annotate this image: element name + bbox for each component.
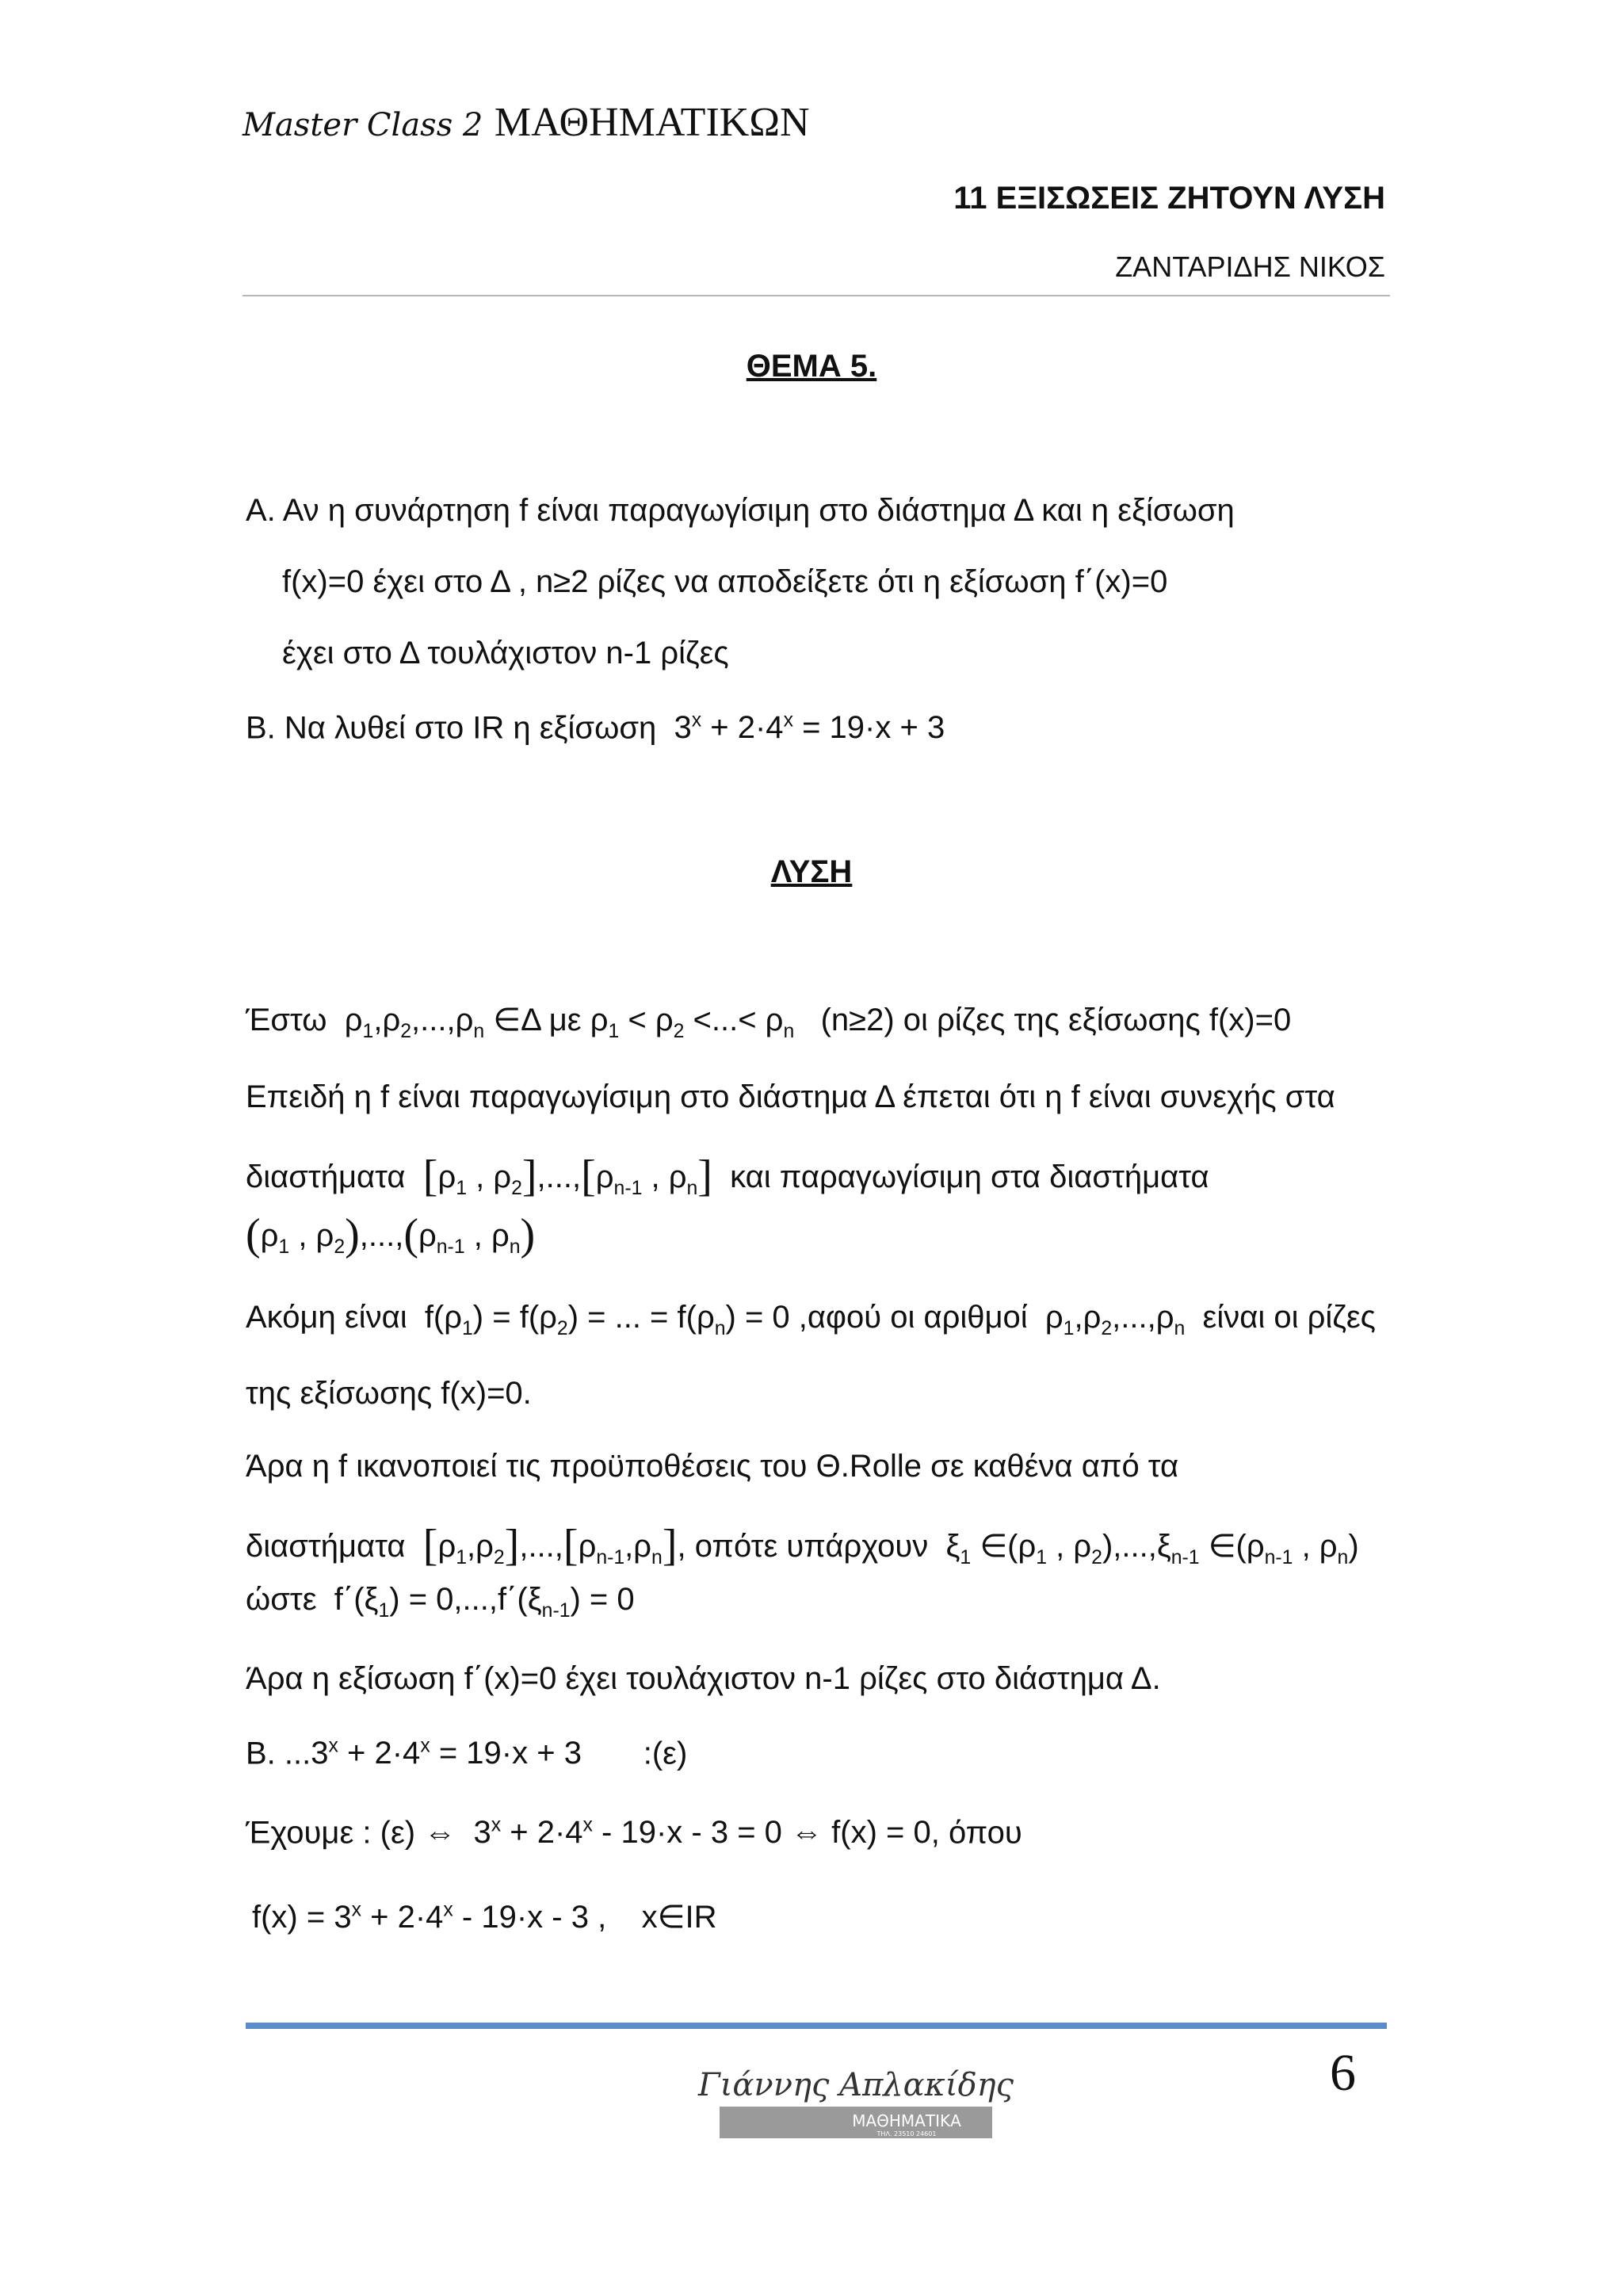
- rolle-intervals: $[\rho_1,\rho_2],...,[\rho_{n-1},\rho_n]$: [422, 1521, 678, 1570]
- solution-line-7: Άρα η f ικανοποιεί τις προϋποθέσεις του Θ.Rolle σε καθένα από τα: [246, 1449, 1179, 1484]
- problem-b-equation: $3^x + 2\cdot 4^x = 19\cdot x + 3$: [674, 710, 945, 746]
- footer-divider: [246, 2023, 1387, 2029]
- header-divider: [242, 295, 1390, 296]
- topic-title: ΘΕΜΑ 5.: [746, 349, 877, 384]
- solution-line-8-mid: , οπότε υπάρχουν: [677, 1529, 929, 1564]
- xi-points: $\xi_1$ $\in(\rho_1$ , $\rho_2),...,\xi_{n-1}$ $\in(\rho_{n-1}$ , $\rho_n$): [945, 1529, 1359, 1568]
- solution-line-11: [246, 1736, 687, 1771]
- open-intervals: ($\rho_1$ , $\rho_2),...,(\rho_{n-1}$ , $\rho_n$): [246, 1210, 536, 1259]
- roots-set: $\rho_1,\rho_2,...,\rho_n$ ∈Δ με $\rho_1 < \rho_2$ <...< $\rho_n$: [344, 1003, 795, 1042]
- solution-line-5-suffix: ,αφού οι αριθμοί: [798, 1300, 1028, 1335]
- solution-line-3-suffix: και παραγωγίσιμη στα διαστήματα: [730, 1159, 1209, 1194]
- solution-line-9-prefix: ώστε: [246, 1582, 317, 1617]
- brand-title: ΜΑΘΗΜΑΤΙΚΩΝ: [494, 100, 810, 145]
- solution-line-1-note: (n≥2) οι ρίζες της εξίσωσης f(x)=0: [820, 1003, 1292, 1037]
- problem-b-prefix: Β. Να λυθεί στο IR η εξίσωση: [246, 710, 657, 746]
- solution-line-5: [246, 1300, 1376, 1340]
- solution-line-13: [252, 1899, 717, 1935]
- equation-e: $3^x + 2\cdot 4^x = 19\cdot x + 3$: [311, 1736, 582, 1771]
- solution-line-3: [246, 1154, 1209, 1200]
- brand-script: Master Class 2: [242, 107, 483, 143]
- closed-intervals: [$\rho_1$ , $\rho_2],...,[\rho_{n-1}$ , $\rho_n$]: [422, 1152, 712, 1201]
- page-number: 6: [1330, 2044, 1356, 2102]
- solution-line-6: της εξίσωσης f(x)=0.: [246, 1376, 532, 1411]
- function-definition: $f(x) = 3^x + 2\cdot 4^x - 19\cdot x - 3$ ,: [252, 1899, 607, 1935]
- solution-line-12-suffix: , όπου: [930, 1815, 1022, 1851]
- derivative-zeros: $f΄(\xi_1) = 0,...,f΄(\xi_{n-1}) = 0$: [334, 1582, 635, 1622]
- solution-line-8: [246, 1523, 1359, 1569]
- author-name: ΖΑΝΤΑΡΙΔΗΣ ΝΙΚΟΣ: [1115, 250, 1385, 283]
- problem-b-line: [246, 710, 945, 746]
- solution-line-12: [246, 1815, 1022, 1851]
- solution-line-1-prefix: Έστω: [246, 1003, 327, 1037]
- roots-list: $\rho_1,\rho_2,...,\rho_n$: [1044, 1300, 1186, 1339]
- function-domain: x∈IR: [641, 1900, 717, 1935]
- header-brand: [242, 98, 810, 146]
- solution-line-12-prefix: Έχουμε : (ε) ⇔: [246, 1815, 456, 1851]
- logo-phone: ΤΗΛ. 23510 24601: [876, 2130, 937, 2137]
- author-logo: [697, 2050, 1014, 2138]
- problem-a-line-3: έχει στο Δ τουλάχιστον n-1 ρίζες: [282, 636, 729, 670]
- equation-tag: :(ε): [643, 1736, 688, 1771]
- problem-a-line-1: Α. Αν η συνάρτηση f είναι παραγωγίσιμη στο διάστημα Δ και η εξίσωση: [246, 493, 1235, 528]
- solution-line-8-prefix: διαστήματα: [246, 1529, 406, 1564]
- solution-line-5-prefix: Ακόμη είναι: [246, 1300, 407, 1335]
- solution-line-3-prefix: διαστήματα: [246, 1159, 406, 1194]
- logo-name: Γιάννης Απλακίδης: [697, 2067, 1014, 2103]
- logo-graphic: [697, 2050, 1014, 2138]
- solution-line-2: Επειδή η f είναι παραγωγίσιμη στο διάστημα Δ έπεται ότι η f είναι συνεχής στα: [246, 1079, 1335, 1114]
- solution-line-9: [246, 1582, 635, 1622]
- solution-title: ΛΥΣΗ: [770, 854, 853, 889]
- solution-line-10: Άρα η εξίσωση f΄(x)=0 έχει τουλάχιστον n-1 ρίζες στο διάστημα Δ.: [246, 1661, 1161, 1696]
- solution-line-11-prefix: Β. ...: [246, 1736, 311, 1771]
- problem-a-line-2: f(x)=0 έχει στο Δ , n≥2 ρίζες να αποδείξετε ότι η εξίσωση f΄(x)=0: [282, 564, 1168, 599]
- logo-subtitle: ΜΑΘΗΜΑΤΙΚΑ: [852, 2111, 961, 2130]
- values-equation: $f(\rho_1) = f(\rho_2)$ = ... = $f(\rho_n) = 0$: [424, 1300, 790, 1339]
- equivalent-equation: $3^x + 2\cdot 4^x - 19\cdot x - 3 = 0$ ⇔ f(x) = 0: [473, 1815, 931, 1851]
- solution-line-1: [246, 1002, 1291, 1043]
- document-title: 11 ΕΞΙΣΩΣΕΙΣ ΖΗΤΟΥΝ ΛΥΣΗ: [953, 181, 1385, 216]
- solution-line-5-end: είναι οι ρίζες: [1202, 1300, 1376, 1335]
